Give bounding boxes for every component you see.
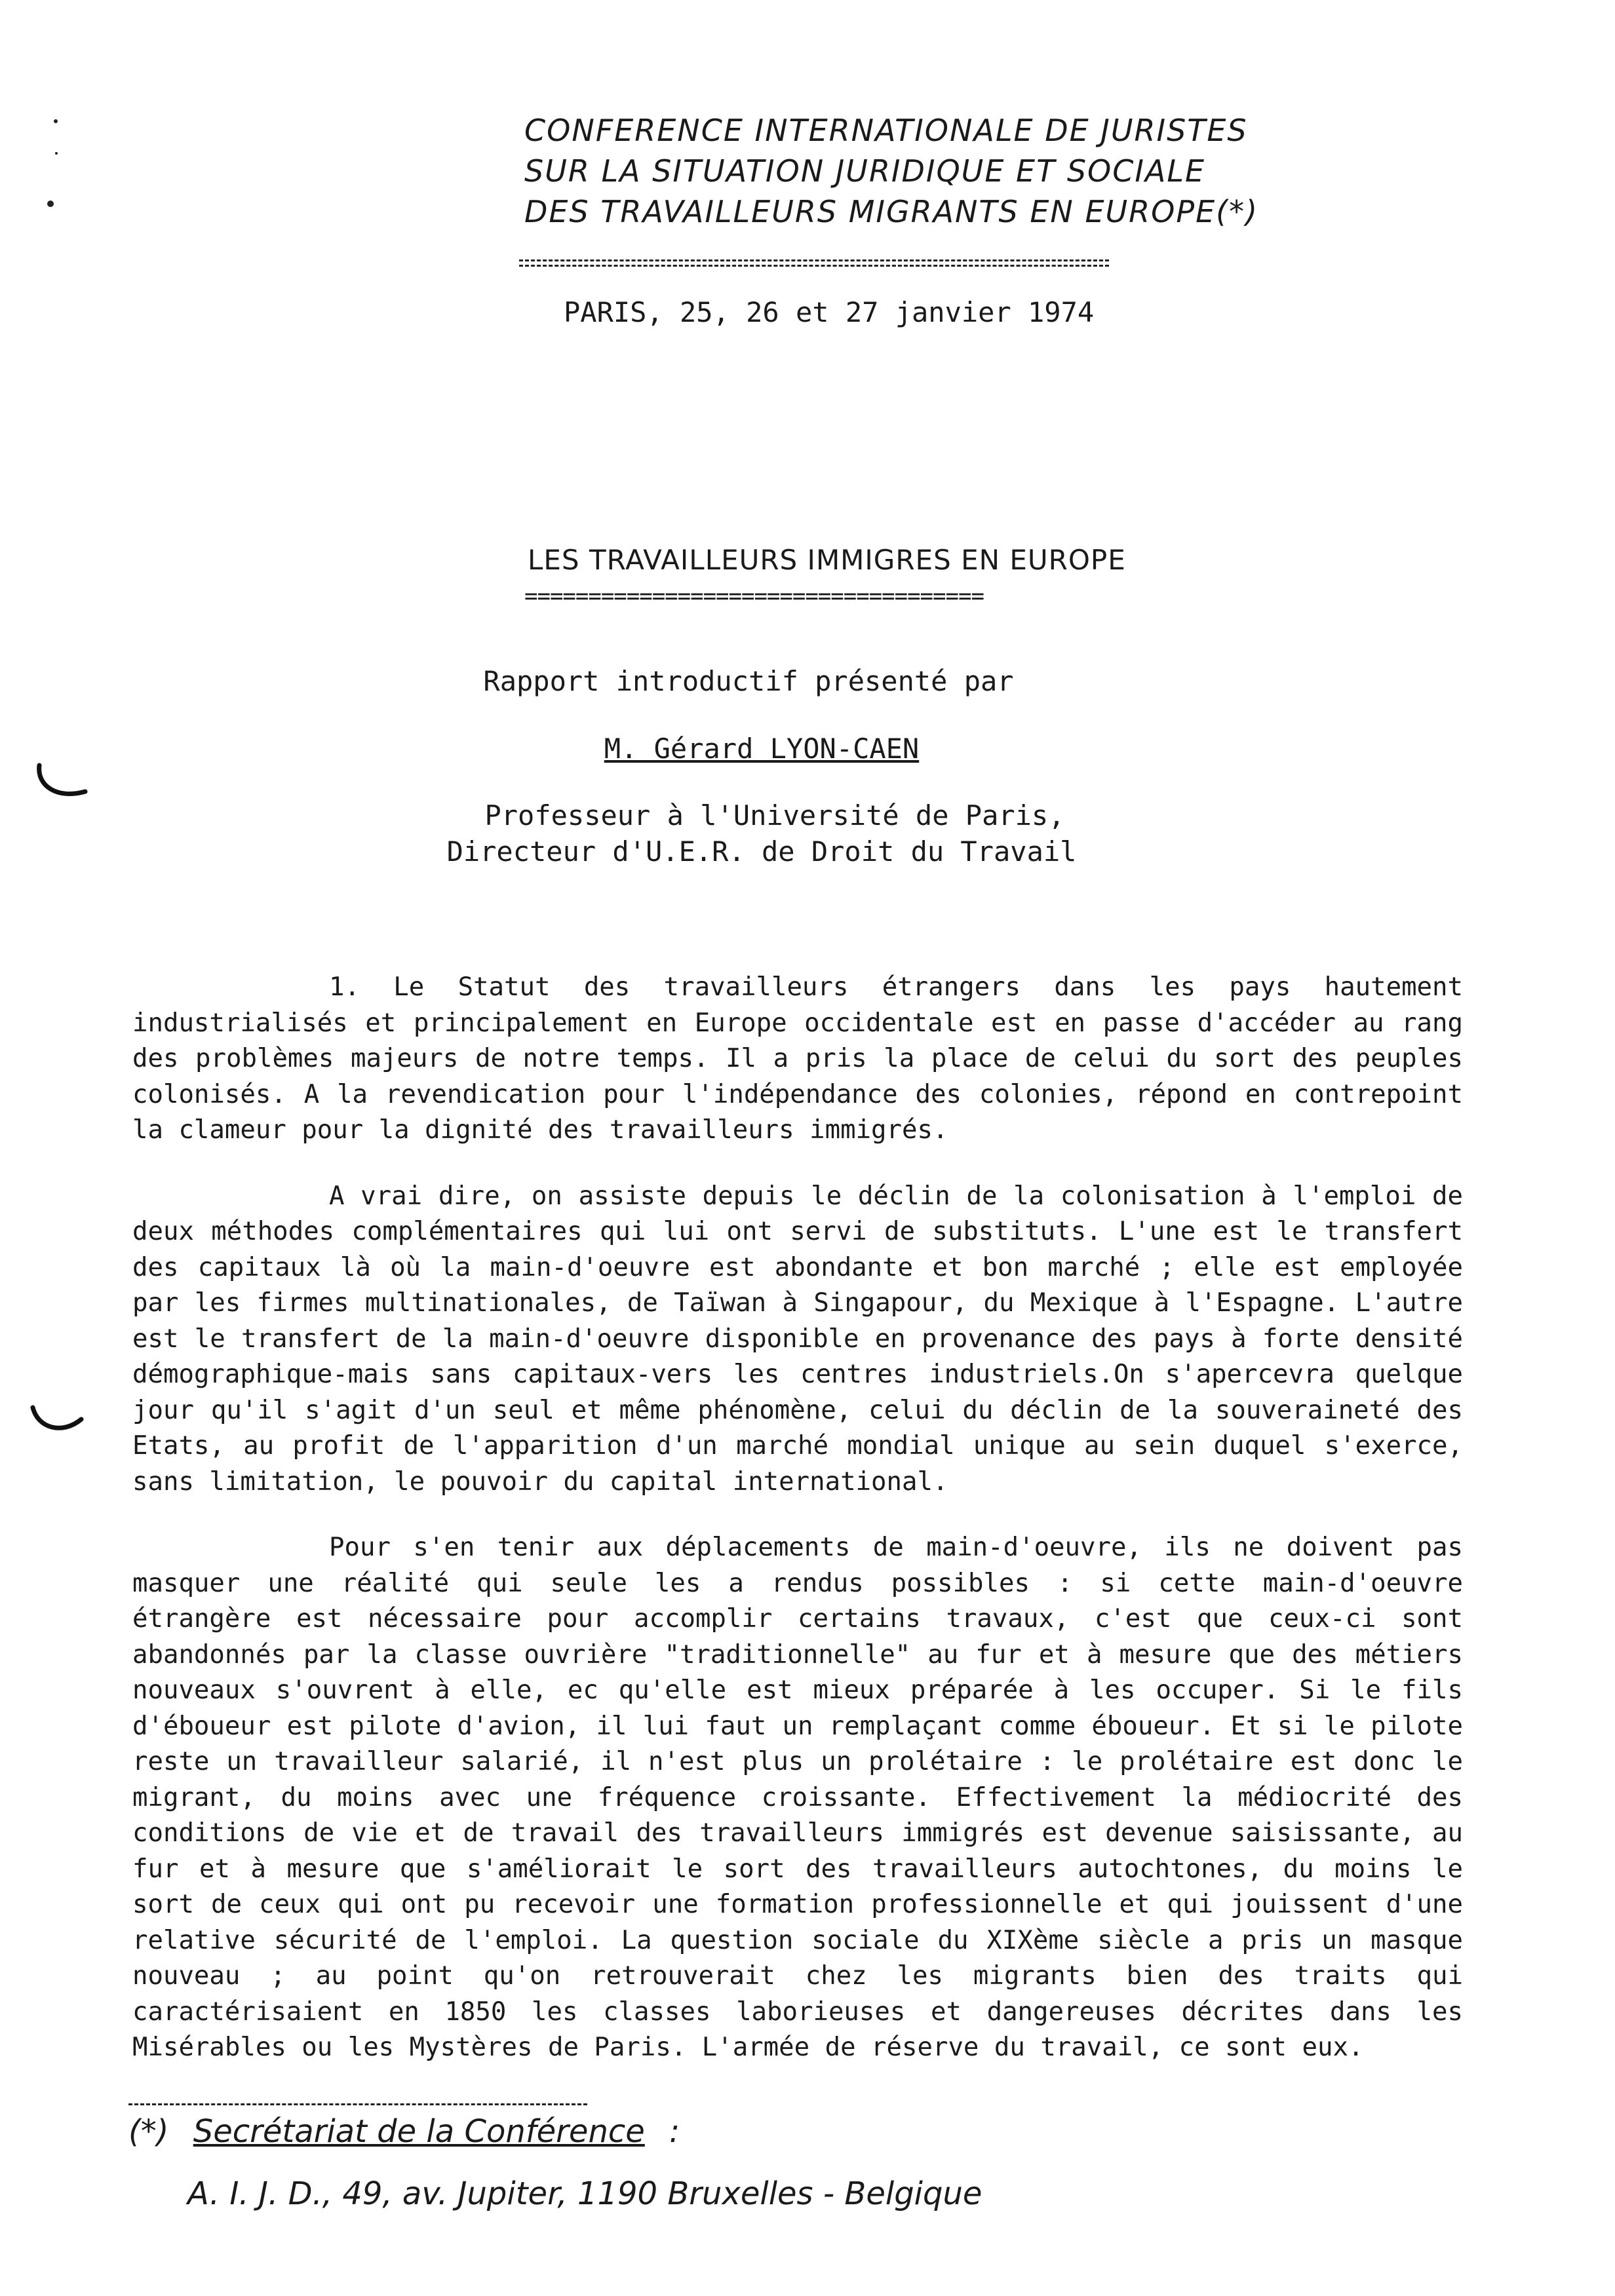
footnote-title: Secrétariat de la Conférence <box>193 2113 645 2150</box>
conference-date: PARIS, 25, 26 et 27 janvier 1974 <box>564 296 1095 328</box>
punch-hole-mark <box>26 1396 85 1442</box>
header-line-2: SUR LA SITUATION JURIDIQUE ET SOCIALE <box>524 153 1206 189</box>
conference-header <box>524 110 1259 232</box>
header-line-3: DES TRAVAILLEURS MIGRANTS EN EUROPE(*) <box>524 194 1259 229</box>
paragraph-2: A vrai dire, on assiste depuis le déclin de la colonisation à l'emploi de deux méthodes complémentaires qui lui ont servi de substituts. L'une est le transfert des capitaux là où la main-d'oeuvre est abondante et bon marché ; elle est employée par les firmes multinationales, de Taïwan à Singapour, du Mexique à l'Espagne. L'autre est le transfert de la main-d'oeuvre disponible en provenance des pays à forte densité démographique-mais sans capitaux-vers les centres industriels.On s'apercevra quelque jour qu'il s'agit d'un seul et même phénomène, celui du déclin de la souveraineté des Etats, au profit de l'apparition d'un marché mondial unique au sein duquel s'exerce, sans limitation, le pouvoir du capital international. <box>132 1181 1463 1497</box>
header-line-1: CONFERENCE INTERNATIONALE DE JURISTES <box>524 113 1248 148</box>
affiliation-line-1: Professeur à l'Université de Paris, <box>484 799 1065 832</box>
report-title: LES TRAVAILLEURS IMMIGRES EN EUROPE <box>528 544 1126 576</box>
header-rule <box>519 259 1109 261</box>
presented-by: Rapport introductif présenté par <box>483 665 1014 697</box>
affiliation-line-2: Directeur d'U.E.R. de Droit du Travail <box>446 835 1077 868</box>
speck-mark <box>54 119 58 123</box>
footnote-rule <box>128 2103 587 2105</box>
speck-mark <box>55 152 58 155</box>
report-body <box>132 970 1463 2066</box>
footnote-address: A. I. J. D., 49, av. Jupiter, 1190 Bruxelles - Belgique <box>187 2175 983 2212</box>
speck-mark <box>47 201 54 207</box>
title-rule: ==================================== <box>524 583 984 609</box>
footnote-colon: : <box>669 2113 680 2150</box>
paragraph-3: Pour s'en tenir aux déplacements de main-d'oeuvre, ils ne doivent pas masquer une réalité qui seule les a rendus possibles : si cette main-d'oeuvre étrangère est nécessaire pour accomplir certains travaux, c'est que ceux-ci sont abandonnés par la classe ouvrière "traditionnelle" au fur et à mesure que des métiers nouveaux s'ouvrent à elle, ec qu'elle est mieux préparée à les occuper. Si le fils d'éboueur est pilote d'avion, il lui faut un remplaçant comme éboueur. Et si le pilote reste un travailleur salarié, il n'est plus un prolétaire : le prolétaire est donc le migrant, du moins avec une fréquence croissante. Effectivement la médiocrité des conditions de vie et de travail des travailleurs immigrés est devenue saisissante, au fur et à mesure que s'améliorait le sort des travailleurs autochtones, du moins le sort de ceux qui ont pu recevoir une formation professionnelle et qui jouissent d'une relative sécurité de l'emploi. La question sociale du XIXème siècle a pris un masque nouveau ; au point qu'on retrouverait chez les migrants bien des traits qui caractérisaient en 1850 les classes laborieuses et dangereuses décrites dans les Misérables ou les Mystères de Paris. L'armée de réserve du travail, ce sont eux. <box>132 1533 1463 2062</box>
header-rule <box>519 265 1109 267</box>
author-line <box>0 733 1569 765</box>
paragraph-1: 1. Le Statut des travailleurs étrangers dans les pays hautement industrialisés et principalement en Europe occidentale est en passe d'accéder au rang des problèmes majeurs de notre temps. Il a pris la place de celui du sort des peuples colonisés. A la revendication pour l'indépendance des colonies, répond en contrepoint la clameur pour la dignité des travailleurs immigrés. <box>132 972 1463 1145</box>
footnote-marker: (*) <box>128 2113 169 2150</box>
author-name: M. Gérard LYON-CAEN <box>604 733 920 765</box>
footnote-line <box>128 2113 680 2150</box>
